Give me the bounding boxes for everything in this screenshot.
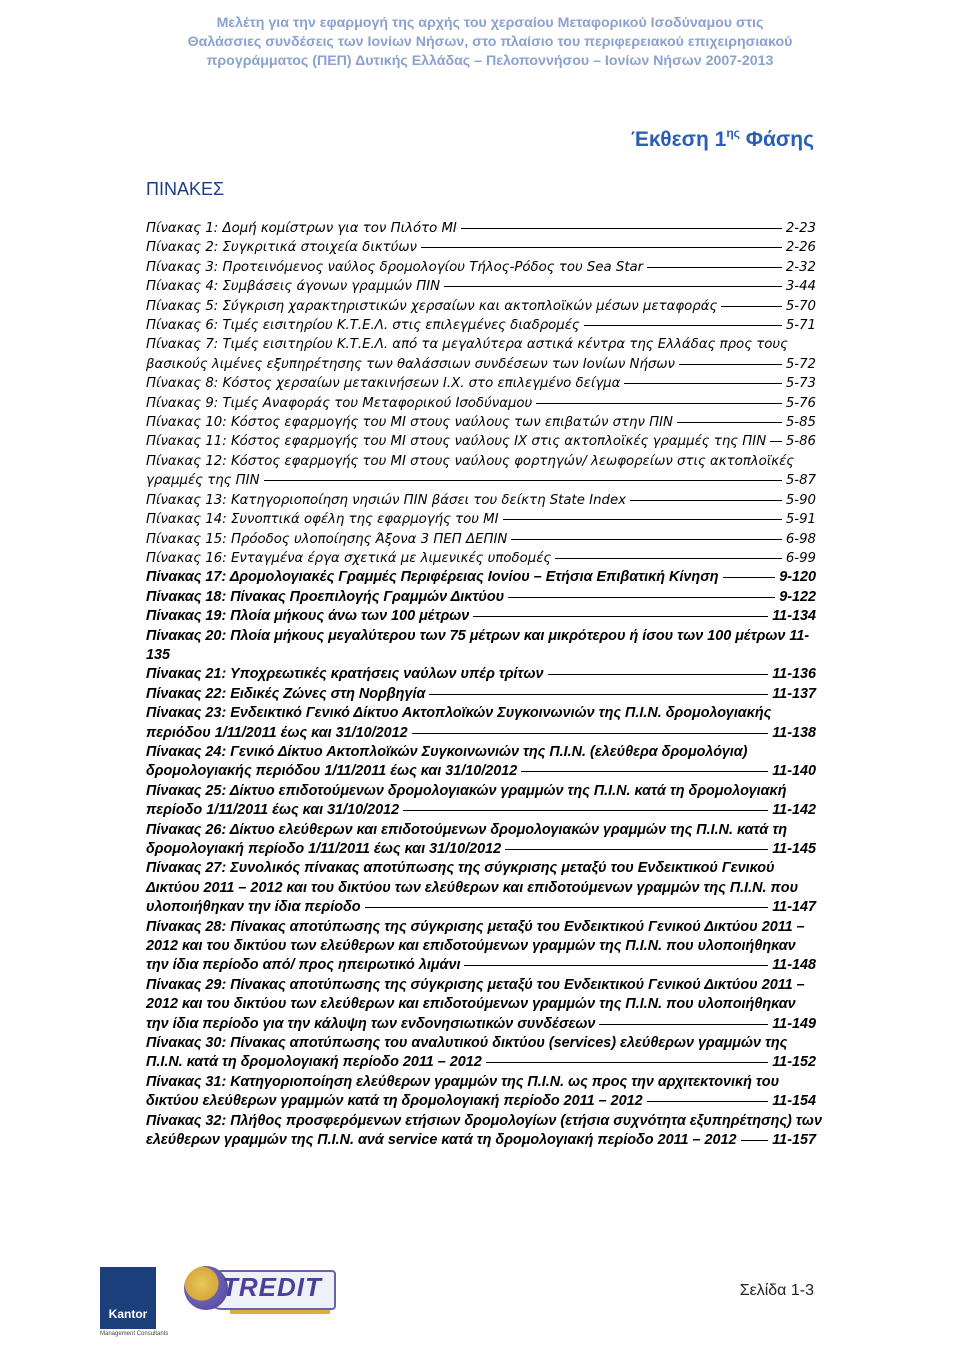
toc-page-number: 5-70 <box>785 298 816 314</box>
toc-entry-text: περίοδο 1/11/2011 έως και 31/10/2012 <box>146 802 400 819</box>
toc-entry[interactable] <box>146 1073 816 1112</box>
toc-entry[interactable] <box>146 238 816 257</box>
toc-entry-text: δρομολογιακή περίοδο 1/11/2011 έως και 31/10/2012 <box>146 841 502 857</box>
toc-entry-text: Πίνακας 19: Πλοία μήκους άνω των 100 μέτρων <box>146 608 470 625</box>
report-title-suffix: Φάσης <box>739 128 814 151</box>
toc-page-number: 11-136 <box>772 666 816 683</box>
toc-entry[interactable] <box>146 219 816 238</box>
toc-leader <box>429 694 768 695</box>
toc-page-number: 5-91 <box>785 512 816 528</box>
toc-page-number: 11-142 <box>772 802 816 819</box>
toc-entry[interactable] <box>146 607 816 626</box>
page-number: Σελίδα 1-3 <box>739 1282 814 1299</box>
toc-leader <box>536 403 782 404</box>
tredit-logo <box>182 1266 334 1322</box>
toc-entry-text: Πίνακας 32: Πλήθος προσφερόμενων ετήσιων δρομολογίων (ετήσια συχνότητα εξυπηρέτησης) των <box>146 1112 822 1129</box>
table-of-tables <box>146 219 822 1151</box>
toc-entry-text: Πίνακας 27: Συνολικός πίνακας αποτύπωσης της σύγκρισης μεταξύ του Ενδεικτικού Γενικού <box>146 860 775 877</box>
toc-page-number: 11-147 <box>772 899 816 916</box>
toc-page-number: 6-99 <box>785 550 816 566</box>
toc-entry-line <box>146 976 816 995</box>
toc-entry-line <box>146 1131 816 1150</box>
toc-leader <box>511 539 781 540</box>
toc-page-number: 11-140 <box>772 763 816 780</box>
toc-entry-line <box>146 762 816 781</box>
toc-page-number: 3-44 <box>785 279 816 295</box>
toc-leader <box>461 228 782 229</box>
toc-leader <box>584 325 782 326</box>
toc-entry-text: Πίνακας 13: Κατηγοριοποίηση νησιών ΠΙΝ βάσει του δείκτη State Index <box>146 492 626 508</box>
toc-entry-text: Πίνακας 9: Τιμές Αναφοράς του Μεταφορικού Ισοδύναμου <box>146 395 533 411</box>
toc-entry-line <box>146 258 816 277</box>
toc-entry-line <box>146 607 816 626</box>
toc-entry-line <box>146 394 816 413</box>
toc-entry[interactable] <box>146 821 816 860</box>
toc-entry[interactable] <box>146 665 816 684</box>
toc-entry-line <box>146 432 816 451</box>
toc-entry-line <box>146 646 816 665</box>
toc-entry[interactable] <box>146 704 816 743</box>
toc-leader <box>721 306 782 307</box>
kantor-logo-text: Kantor <box>108 1307 148 1321</box>
toc-entry-line <box>146 918 816 937</box>
toc-entry-text: Πίνακας 26: Δίκτυο ελεύθερων και επιδοτούμενων δρομολογιακών γραμμών της Π.Ι.Ν. κατά τη <box>146 821 787 838</box>
toc-entry[interactable] <box>146 568 816 587</box>
toc-entry-line <box>146 782 816 801</box>
toc-entry[interactable] <box>146 530 816 549</box>
toc-entry-text: Πίνακας 10: Κόστος εφαρμογής του ΜΙ στους ναύλους των επιβατών στην ΠΙΝ <box>146 415 673 431</box>
toc-entry-text: Πίνακας 5: Σύγκριση χαρακτηριστικών χερσαίων και ακτοπλοϊκών μέσων μεταφοράς <box>146 298 718 314</box>
toc-entry[interactable] <box>146 316 816 335</box>
toc-entry[interactable] <box>146 413 816 432</box>
toc-entry-line <box>146 355 816 374</box>
toc-entry-line <box>146 471 816 490</box>
toc-page-number: 2-26 <box>785 240 816 256</box>
header-line-2: Θαλάσσιες συνδέσεις των Ιονίων Νήσων, στο πλαίσιο του περιφερειακού επιχειρησιακού <box>187 34 793 50</box>
toc-entry-line <box>146 568 816 587</box>
document-header <box>170 14 810 71</box>
toc-page-number: 5-73 <box>785 376 816 392</box>
tredit-logo-text: TREDIT <box>222 1272 322 1302</box>
toc-entry-text: Πίνακας 16: Ενταγμένα έργα σχετικά με λιμενικές υποδομές <box>146 550 552 566</box>
toc-entry-text: 2012 και του δικτύου των ελεύθερων και επιδοτούμενων γραμμών της Π.Ι.Ν. που υλοποιήθηκαν <box>146 996 796 1013</box>
toc-leader <box>412 733 769 734</box>
toc-entry-text: 2012 και του δικτύου των ελεύθερων και επιδοτούμενων γραμμών της Π.Ι.Ν. που υλοποιήθηκαν <box>146 938 796 955</box>
toc-entry-text: Πίνακας 3: Προτεινόμενος ναύλος δρομολογίου Τήλος-Ρόδος του Sea Star <box>146 259 644 275</box>
toc-entry-line <box>146 219 816 238</box>
toc-entry-line <box>146 238 816 257</box>
toc-entry[interactable] <box>146 782 816 821</box>
toc-entry-line <box>146 937 816 956</box>
toc-entry-line <box>146 549 816 568</box>
toc-entry-line <box>146 374 816 393</box>
toc-page-number: 9-122 <box>779 588 816 605</box>
toc-entry-line <box>146 1092 816 1111</box>
toc-entry[interactable] <box>146 976 816 1034</box>
toc-entry-text: την ίδια περίοδο για την κάλυψη των ενδονησιωτικών συνδέσεων <box>146 1015 596 1032</box>
toc-entry[interactable] <box>146 743 816 782</box>
toc-leader <box>555 558 782 559</box>
toc-entry[interactable] <box>146 452 816 491</box>
toc-leader <box>624 383 781 384</box>
toc-page-number: 11-157 <box>772 1132 816 1149</box>
toc-leader <box>630 500 782 501</box>
toc-entry-line <box>146 588 816 607</box>
toc-entry-line <box>146 743 816 762</box>
kantor-logo <box>100 1267 169 1337</box>
toc-entry-text: υλοποιήθηκαν την ίδια περίοδο <box>146 899 361 916</box>
toc-page-number: 11-138 <box>772 724 816 741</box>
toc-entry-line <box>146 452 816 471</box>
toc-leader <box>677 422 782 423</box>
toc-entry-text: Πίνακας 20: Πλοία μήκους μεγαλύτερου των 75 μέτρων και μικρότερου ή ίσου των 100 μέτρων 11- <box>146 627 810 644</box>
toc-entry-text: Πίνακας 8: Κόστος χερσαίων μετακινήσεων Ι.Χ. στο επιλεγμένο δείγμα <box>146 376 621 392</box>
toc-entry[interactable] <box>146 510 816 529</box>
toc-entry-text: Πίνακας 6: Τιμές εισιτηρίου Κ.Τ.Ε.Λ. στις επιλεγμένες διαδρομές <box>146 318 580 334</box>
toc-entry-line <box>146 665 816 684</box>
toc-entry[interactable] <box>146 374 816 393</box>
toc-leader <box>505 849 768 850</box>
toc-entry-line <box>146 898 816 917</box>
toc-entry-line <box>146 335 816 354</box>
toc-leader <box>521 771 768 772</box>
toc-entry-line <box>146 685 816 704</box>
header-line-3: προγράμματος (ΠΕΠ) Δυτικής Ελλάδας – Πελοποννήσου – Ιονίων Νήσων 2007-2013 <box>206 53 774 69</box>
toc-page-number: 5-85 <box>785 415 816 431</box>
toc-leader <box>599 1024 768 1025</box>
toc-entry-text: περιόδου 1/11/2011 έως και 31/10/2012 <box>146 724 408 741</box>
toc-page-number: 5-72 <box>785 356 816 372</box>
toc-entry-text: Πίνακας 31: Κατηγοριοποίηση ελεύθερων γραμμών της Π.Ι.Ν. ως προς την αρχιτεκτονική του <box>146 1073 780 1090</box>
toc-entry-line <box>146 1015 816 1034</box>
toc-entry-line <box>146 530 816 549</box>
toc-page-number: 11-134 <box>772 608 816 625</box>
toc-entry-line <box>146 956 816 975</box>
toc-entry-text: Πίνακας 24: Γενικό Δίκτυο Ακτοπλοϊκών Συγκοινωνιών της Π.Ι.Ν. (ελεύθερα δρομολόγια) <box>146 743 748 760</box>
toc-entry-text: δρομολογιακής περιόδου 1/11/2011 έως και 31/10/2012 <box>146 763 518 780</box>
toc-entry[interactable] <box>146 1112 822 1151</box>
toc-entry[interactable] <box>146 627 816 666</box>
header-line-1: Μελέτη για την εφαρμογή της αρχής του χερσαίου Μεταφορικού Ισοδύναμου στις <box>216 15 764 31</box>
toc-leader <box>770 441 782 442</box>
toc-entry-text: Πίνακας 29: Πίνακας αποτύπωσης της σύγκρισης μεταξύ του Ενδεικτικού Γενικού Δικτύου 2011 – <box>146 976 805 993</box>
toc-entry[interactable] <box>146 1034 816 1073</box>
report-title-prefix: Έκθεση 1 <box>630 128 727 151</box>
toc-entry-line <box>146 1034 816 1053</box>
toc-entry[interactable] <box>146 685 816 704</box>
toc-entry-line <box>146 879 816 898</box>
toc-page-number: 5-90 <box>785 492 816 508</box>
toc-leader <box>473 616 768 617</box>
toc-entry-text: Πίνακας 4: Συμβάσεις άγονων γραμμών ΠΙΝ <box>146 279 441 295</box>
toc-leader <box>464 965 768 966</box>
toc-page-number: 5-86 <box>785 434 816 450</box>
toc-leader <box>679 364 782 365</box>
toc-entry-line <box>146 1053 816 1072</box>
toc-entry-text: Πίνακας 25: Δίκτυο επιδοτούμενων δρομολογιακών γραμμών της Π.Ι.Ν. κατά τη δρομολογιακή <box>146 782 787 799</box>
toc-entry-text: την ίδια περίοδο από/ προς ηπειρωτικό λιμάνι <box>146 957 461 974</box>
tredit-stripe <box>230 1310 330 1314</box>
toc-entry-line <box>146 821 816 840</box>
toc-entry-text: Πίνακας 22: Ειδικές Ζώνες στη Νορβηγία <box>146 685 426 702</box>
toc-leader <box>508 597 775 598</box>
toc-entry[interactable] <box>146 335 816 374</box>
toc-page-number: 9-120 <box>779 569 816 586</box>
toc-entry-line <box>146 1073 816 1092</box>
toc-entry-text: γραμμές της ΠΙΝ <box>146 473 260 489</box>
toc-page-number: 5-87 <box>785 473 816 489</box>
toc-leader <box>421 247 782 248</box>
toc-entry-text: Δικτύου 2011 – 2012 και του δικτύου των ελεύθερων και επιδοτούμενων γραμμών της Π.Ι.Ν. που <box>146 879 799 896</box>
toc-page-number: 6-98 <box>785 531 816 547</box>
toc-entry-text: Πίνακας 12: Κόστος εφαρμογής του ΜΙ στους ναύλους φορτηγών/ λεωφορείων στις ακτοπλοϊκές <box>146 453 795 469</box>
toc-entry-text: Πίνακας 28: Πίνακας αποτύπωσης της σύγκρισης μεταξύ του Ενδεικτικού Γενικού Δικτύου 2011 – <box>146 918 805 935</box>
toc-leader <box>647 1101 769 1102</box>
toc-page-number: 11-149 <box>772 1015 816 1032</box>
toc-entry[interactable] <box>146 394 816 413</box>
toc-entry-line <box>146 627 816 646</box>
toc-entry-text: Πίνακας 14: Συνοπτικά οφέλη της εφαρμογής του ΜΙ <box>146 512 499 528</box>
toc-entry-line <box>146 297 816 316</box>
toc-entry[interactable] <box>146 297 816 316</box>
toc-entry[interactable] <box>146 432 816 451</box>
toc-entry-text: Πίνακας 18: Πίνακας Προεπιλογής Γραμμών Δικτύου <box>146 588 505 605</box>
toc-entry-text: δικτύου ελεύθερων γραμμών κατά τη δρομολογιακή περίοδο 2011 – 2012 <box>146 1093 643 1110</box>
toc-entry[interactable] <box>146 549 816 568</box>
toc-leader <box>741 1140 769 1141</box>
toc-entry-line <box>146 277 816 296</box>
toc-page-number: 2-32 <box>785 259 816 275</box>
toc-entry-line <box>146 801 816 820</box>
toc-entry-text: βασικούς λιμένες εξυπηρέτησης των θαλάσσιων συνδέσεων των Ιονίων Νήσων <box>146 356 675 372</box>
toc-page-number: 11-137 <box>772 685 816 702</box>
report-title <box>631 126 814 152</box>
toc-entry-text: ελεύθερων γραμμών της Π.Ι.Ν. ανά service κατά τη δρομολογιακή περίοδο 2011 – 2012 <box>146 1132 737 1149</box>
section-heading: ΠΙΝΑΚΕΣ <box>146 179 225 199</box>
toc-entry-text: Πίνακας 30: Πίνακας αποτύπωσης του αναλυτικού δικτύου (services) ελεύθερων γραμμών της <box>146 1035 788 1052</box>
toc-entry-text: Πίνακας 1: Δομή κομίστρων για τον Πιλότο ΜΙ <box>146 221 457 236</box>
toc-leader <box>486 1062 768 1063</box>
toc-entry-line <box>146 413 816 432</box>
toc-entry[interactable] <box>146 258 816 277</box>
toc-entry[interactable] <box>146 588 816 607</box>
toc-entry-text: Π.Ι.Ν. κατά τη δρομολογιακή περίοδο 2011 – 2012 <box>146 1054 482 1071</box>
toc-entry[interactable] <box>146 491 816 510</box>
toc-entry-line <box>146 724 816 743</box>
toc-page-number: 11-148 <box>772 957 816 974</box>
report-title-sup: ης <box>726 126 740 140</box>
toc-leader <box>647 267 782 268</box>
toc-entry-text: Πίνακας 23: Ενδεικτικό Γενικό Δίκτυο Ακτοπλοϊκών Συγκοινωνιών της Π.Ι.Ν. δρομολογιακής <box>146 705 772 722</box>
toc-entry-text: Πίνακας 21: Υποχρεωτικές κρατήσεις ναύλων υπέρ τρίτων <box>146 666 544 683</box>
toc-entry-line <box>146 704 816 723</box>
toc-entry-line <box>146 491 816 510</box>
toc-entry-line <box>146 510 816 529</box>
toc-entry-line <box>146 1112 822 1131</box>
toc-page-number: 11-152 <box>772 1054 816 1071</box>
toc-entry-line <box>146 840 816 859</box>
toc-entry-text: Πίνακας 7: Τιμές εισιτηρίου Κ.Τ.Ε.Λ. από τα μεγαλύτερα αστικά κέντρα της Ελλάδας προς τους <box>146 337 788 353</box>
toc-entry[interactable] <box>146 859 816 917</box>
toc-entry-text: Πίνακας 15: Πρόοδος υλοποίησης Άξονα 3 ΠΕΠ ΔΕΠΙΝ <box>146 531 508 547</box>
toc-page-number: 5-76 <box>785 395 816 411</box>
toc-entry-text: 135 <box>146 646 171 663</box>
toc-leader <box>444 286 782 287</box>
toc-entry-line <box>146 316 816 335</box>
toc-page-number: 2-23 <box>785 221 816 236</box>
toc-entry-text: Πίνακας 17: Δρομολογιακές Γραμμές Περιφέρειας Ιονίου – Ετήσια Επιβατική Κίνηση <box>146 569 719 586</box>
toc-leader <box>723 577 776 578</box>
toc-entry-text: Πίνακας 2: Συγκριτικά στοιχεία δικτύων <box>146 240 417 256</box>
toc-entry-line <box>146 859 816 878</box>
toc-entry[interactable] <box>146 918 816 976</box>
toc-entry-text: Πίνακας 11: Κόστος εφαρμογής του ΜΙ στους ναύλους ΙΧ στις ακτοπλοϊκές γραμμές της ΠΙΝ <box>146 434 767 450</box>
toc-entry-line <box>146 995 816 1014</box>
toc-entry[interactable] <box>146 277 816 296</box>
toc-leader <box>403 810 768 811</box>
kantor-logo-subtext: Management Consultants <box>100 1331 169 1337</box>
toc-page-number: 11-154 <box>772 1093 816 1110</box>
toc-leader <box>548 674 769 675</box>
toc-page-number: 11-145 <box>772 841 816 857</box>
toc-page-number: 5-71 <box>785 318 816 334</box>
toc-leader <box>264 480 782 481</box>
toc-leader <box>365 907 769 908</box>
toc-leader <box>503 519 782 520</box>
